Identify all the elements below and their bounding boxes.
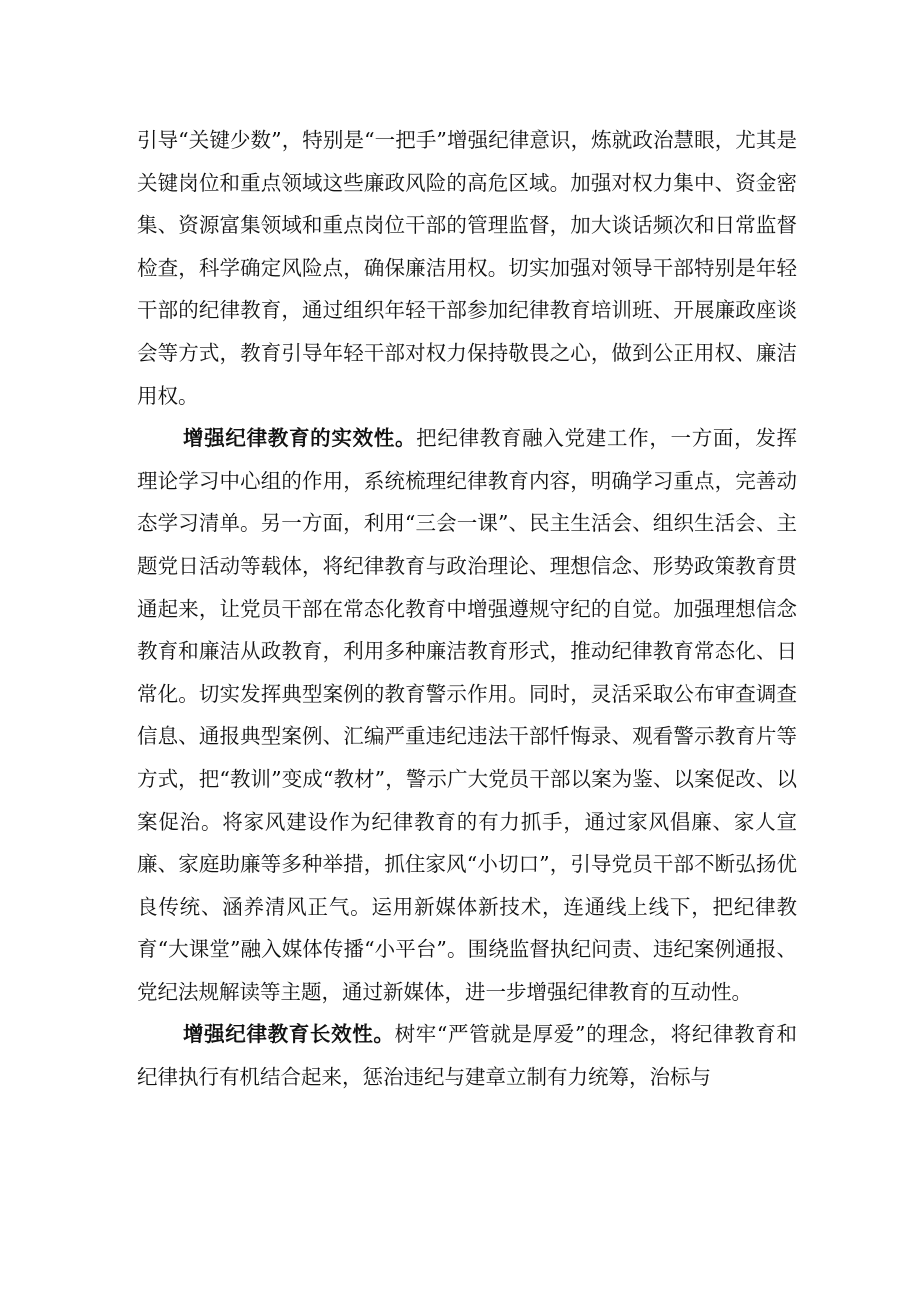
paragraph-1-text: 引导“关键少数”，特别是“一把手”增强纪律意识，炼就政治慧眼，尤其是关键岗位和重点领域这些廉政风险的高危区域。加强对权力集中、资金密集、资源富集领域和重点岗位干部的管理监督，加大谈话频次和日常监督检查，科学确定风险点，确保廉洁用权。切实加强对领导干部特别是年轻干部的纪律教育，通过组织年轻干部参加纪律教育培训班、开展廉政座谈会等方式，教育引导年轻干部对权力保持敬畏之心，做到公正用权、廉洁用权。 [137,128,797,408]
paragraph-2 [137,417,797,1013]
paragraph-2-heading: 增强纪律教育的实效性。 [183,426,417,451]
paragraph-3-heading: 增强纪律教育长效性。 [183,1022,395,1047]
document-body [137,119,797,1099]
paragraph-3-text: 树牢“严管就是厚爱”的理念，将纪律教育和纪律执行有机结合起来，惩治违纪与建章立制有力统筹，治标与 [137,1022,797,1090]
paragraph-2-text: 把纪律教育融入党建工作，一方面，发挥理论学习中心组的作用，系统梳理纪律教育内容，明确学习重点，完善动态学习清单。另一方面，利用“三会一课”、民主生活会、组织生活会、主题党日活动等载体，将纪律教育与政治理论、理想信念、形势政策教育贯通起来，让党员干部在常态化教育中增强遵规守纪的自觉。加强理想信念教育和廉洁从政教育，利用多种廉洁教育形式，推动纪律教育常态化、日常化。切实发挥典型案例的教育警示作用。同时，灵活采取公布审查调查信息、通报典型案例、汇编严重违纪违法干部忏悔录、观看警示教育片等方式，把“教训”变成“教材”，警示广大党员干部以案为鉴、以案促改、以案促治。将家风建设作为纪律教育的有力抓手，通过家风倡廉、家人宣廉、家庭助廉等多种举措，抓住家风“小切口”，引导党员干部不断弘扬优良传统、涵养清风正气。运用新媒体新技术，连通线上线下，把纪律教育“大课堂”融入媒体传播“小平台”。围绕监督执纪问责、违纪案例通报、党纪法规解读等主题，通过新媒体，进一步增强纪律教育的互动性。 [137,426,798,1004]
paragraph-1 [137,119,797,417]
paragraph-3 [137,1013,797,1098]
